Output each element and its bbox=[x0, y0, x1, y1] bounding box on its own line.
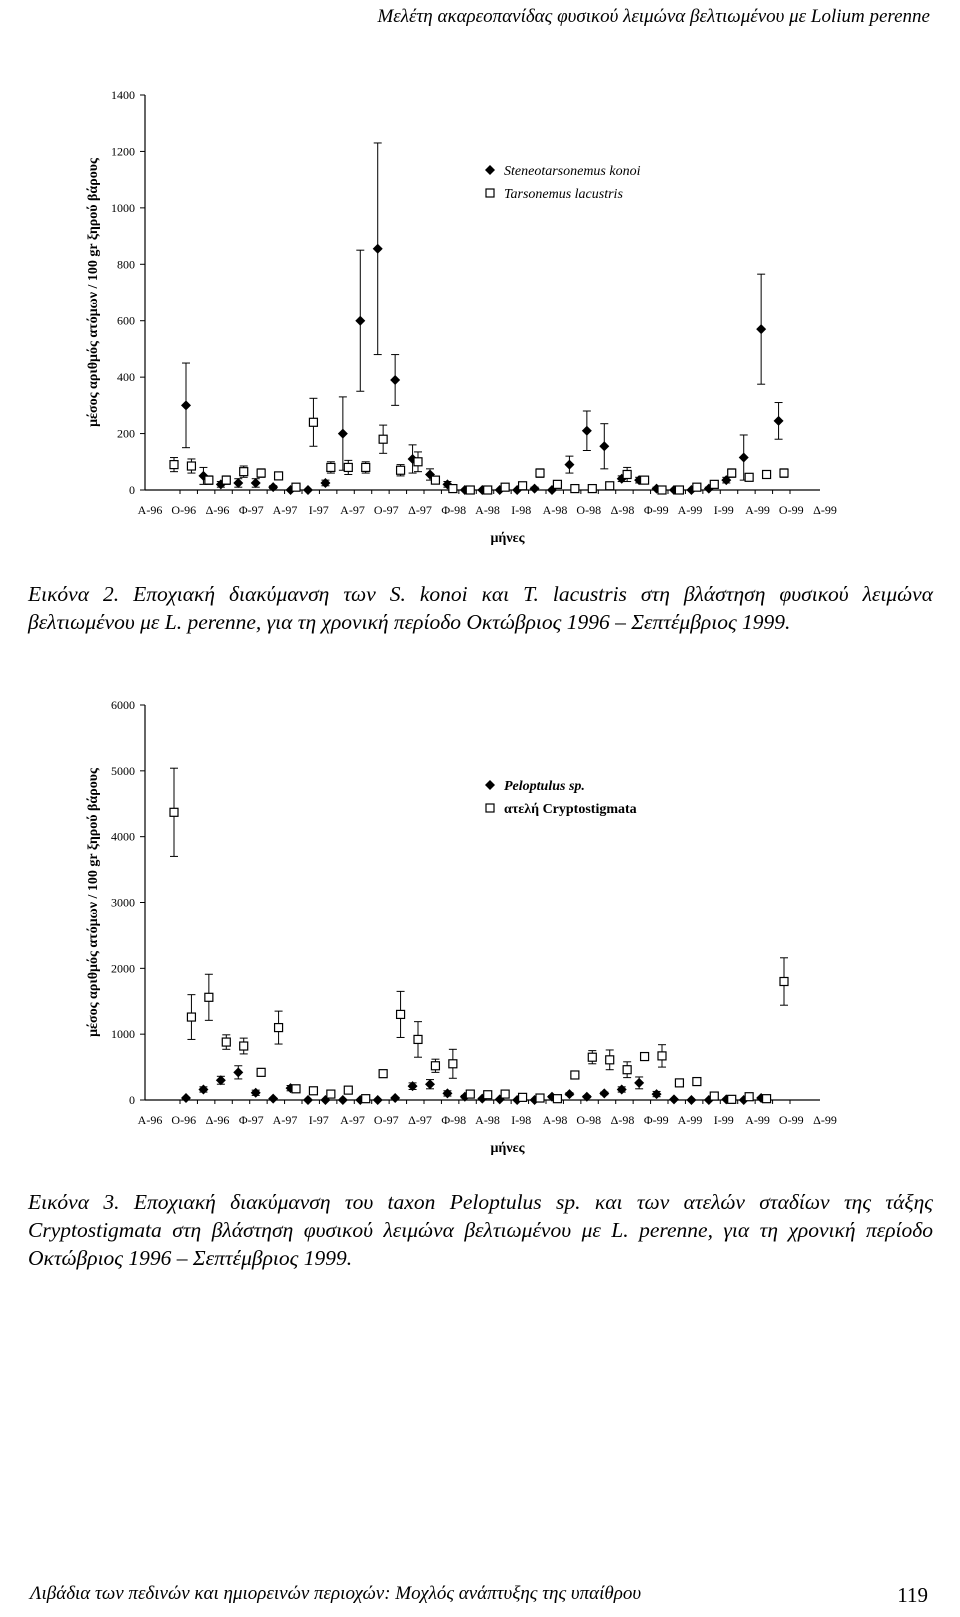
data-point-series-2 bbox=[292, 1085, 300, 1093]
data-point-series-2 bbox=[327, 1090, 335, 1098]
x-tick-label: Ι-99 bbox=[713, 503, 734, 517]
y-tick-label: 800 bbox=[117, 257, 135, 272]
data-point-series-2 bbox=[170, 461, 178, 469]
y-tick-label: 600 bbox=[117, 313, 135, 328]
figure-2-caption: Εικόνα 2. Εποχιακή διακύμανση των S. konoi και T. lacustris στη βλάστηση φυσικού λειμώνα βελτιωμένου με L. perenne, για τη χρονική περίοδο Οκτώβριος 1996 – Σεπτέμβριος 1999. bbox=[28, 582, 933, 634]
data-point-series-2 bbox=[327, 463, 335, 471]
x-tick-label: Ο-97 bbox=[373, 1113, 399, 1127]
data-point-series-1 bbox=[373, 1095, 383, 1105]
x-tick-label: Δ-98 bbox=[610, 503, 635, 517]
data-point-series-2 bbox=[222, 476, 230, 484]
legend-label: Peloptulus sp. bbox=[504, 779, 585, 794]
y-tick-label: 3000 bbox=[111, 895, 135, 910]
data-point-series-2 bbox=[693, 1078, 701, 1086]
data-point-series-2 bbox=[728, 1095, 736, 1103]
y-tick-label: 4000 bbox=[111, 829, 135, 844]
x-tick-label: Ο-98 bbox=[576, 1113, 602, 1127]
x-tick-label: Φ-98 bbox=[441, 503, 467, 517]
x-tick-label: Δ-99 bbox=[813, 1113, 837, 1127]
data-point-series-2 bbox=[484, 486, 492, 494]
data-point-series-1 bbox=[442, 1088, 452, 1098]
data-point-series-2 bbox=[763, 470, 771, 478]
x-tick-label: Ι-99 bbox=[713, 1113, 734, 1127]
y-tick-label: 2000 bbox=[111, 961, 135, 976]
data-point-series-2 bbox=[344, 463, 352, 471]
legend-marker bbox=[486, 189, 494, 197]
page-footer: Λιβάδια των πεδινών και ημιορεινών περιοχών: Μοχλός ανάπτυξης της υπαίθρου bbox=[30, 1583, 642, 1604]
data-point-series-2 bbox=[606, 1056, 614, 1064]
data-point-series-2 bbox=[780, 469, 788, 477]
data-point-series-2 bbox=[466, 1090, 474, 1098]
data-point-series-2 bbox=[728, 469, 736, 477]
data-point-series-1 bbox=[303, 1095, 313, 1105]
data-point-series-1 bbox=[582, 426, 592, 436]
x-tick-label: Ι-98 bbox=[511, 1113, 532, 1127]
x-tick-label: Α-98 bbox=[475, 1113, 500, 1127]
data-point-series-2 bbox=[536, 469, 544, 477]
data-point-series-1 bbox=[373, 244, 383, 254]
data-point-series-2 bbox=[379, 1070, 387, 1078]
data-point-series-1 bbox=[233, 1067, 243, 1077]
data-point-series-1 bbox=[268, 482, 278, 492]
x-tick-label: Φ-99 bbox=[643, 1113, 669, 1127]
data-point-series-2 bbox=[623, 470, 631, 478]
y-tick-label: 1000 bbox=[111, 200, 135, 215]
data-point-series-2 bbox=[275, 472, 283, 480]
x-tick-label: Α-99 bbox=[745, 503, 770, 517]
data-point-series-2 bbox=[187, 462, 195, 470]
data-point-series-1 bbox=[251, 478, 261, 488]
data-point-series-2 bbox=[710, 1092, 718, 1100]
data-point-series-2 bbox=[571, 1071, 579, 1079]
x-tick-label: Ο-99 bbox=[778, 1113, 804, 1127]
data-point-series-2 bbox=[292, 483, 300, 491]
data-point-series-1 bbox=[338, 429, 348, 439]
x-tick-label: Δ-96 bbox=[205, 1113, 230, 1127]
data-point-series-2 bbox=[205, 993, 213, 1001]
data-point-series-2 bbox=[484, 1091, 492, 1099]
data-point-series-2 bbox=[658, 1052, 666, 1060]
x-tick-label: Δ-97 bbox=[408, 1113, 432, 1127]
data-point-series-1 bbox=[739, 453, 749, 463]
data-point-series-2 bbox=[170, 808, 178, 816]
data-point-series-2 bbox=[397, 1010, 405, 1018]
x-tick-label: Δ-99 bbox=[813, 503, 837, 517]
data-point-series-2 bbox=[606, 482, 614, 490]
data-point-series-1 bbox=[599, 441, 609, 451]
x-tick-label: Ι-97 bbox=[308, 503, 329, 517]
data-point-series-1 bbox=[320, 478, 330, 488]
data-point-series-1 bbox=[198, 1084, 208, 1094]
figure-3-svg bbox=[70, 690, 930, 1170]
x-tick-label: Δ-98 bbox=[610, 1113, 635, 1127]
data-point-series-1 bbox=[530, 484, 540, 494]
data-point-series-1 bbox=[355, 316, 365, 326]
x-tick-label: Α-97 bbox=[272, 1113, 298, 1127]
x-tick-label: Α-97 bbox=[272, 503, 298, 517]
data-point-series-1 bbox=[338, 1095, 348, 1105]
data-point-series-1 bbox=[425, 1079, 435, 1089]
x-tick-label: Α-98 bbox=[542, 1113, 568, 1127]
data-point-series-2 bbox=[501, 483, 509, 491]
y-tick-label: 1200 bbox=[111, 144, 135, 159]
figure-3-chart bbox=[70, 690, 930, 1170]
x-tick-label: Α-96 bbox=[137, 503, 163, 517]
y-tick-label: 5000 bbox=[111, 763, 135, 778]
figure-2-chart bbox=[70, 80, 930, 560]
x-tick-label: Ο-99 bbox=[778, 503, 804, 517]
data-point-series-1 bbox=[181, 400, 191, 410]
data-point-series-2 bbox=[675, 1079, 683, 1087]
x-tick-label: Α-98 bbox=[475, 503, 500, 517]
x-tick-label: Ο-96 bbox=[171, 503, 197, 517]
data-point-series-2 bbox=[257, 1068, 265, 1076]
x-tick-label: Δ-96 bbox=[205, 503, 230, 517]
x-axis-title: μήνες bbox=[490, 531, 525, 546]
data-point-series-2 bbox=[362, 463, 370, 471]
data-point-series-2 bbox=[309, 1087, 317, 1095]
data-point-series-1 bbox=[774, 416, 784, 426]
x-tick-label: Δ-97 bbox=[408, 503, 432, 517]
data-point-series-1 bbox=[756, 324, 766, 334]
x-tick-label: Α-99 bbox=[745, 1113, 770, 1127]
data-point-series-1 bbox=[268, 1094, 278, 1104]
data-point-series-2 bbox=[466, 486, 474, 494]
data-point-series-2 bbox=[449, 485, 457, 493]
y-tick-label: 1000 bbox=[111, 1027, 135, 1042]
x-tick-label: Φ-97 bbox=[238, 1113, 264, 1127]
legend-marker bbox=[486, 804, 494, 812]
data-point-series-2 bbox=[675, 486, 683, 494]
y-axis-title: μέσος αριθμός ατόμων / 100 gr ξηρού βάρους bbox=[86, 158, 101, 427]
y-tick-label: 0 bbox=[129, 483, 135, 497]
figure-2-svg bbox=[70, 80, 930, 560]
x-tick-label: Φ-99 bbox=[643, 503, 669, 517]
data-point-series-1 bbox=[233, 478, 243, 488]
data-point-series-2 bbox=[257, 469, 265, 477]
data-point-series-1 bbox=[303, 485, 313, 495]
x-tick-label: Α-99 bbox=[677, 503, 703, 517]
data-point-series-2 bbox=[641, 476, 649, 484]
x-axis-title: μήνες bbox=[490, 1141, 525, 1156]
data-point-series-2 bbox=[710, 480, 718, 488]
data-point-series-1 bbox=[564, 460, 574, 470]
data-point-series-2 bbox=[519, 482, 527, 490]
data-point-series-2 bbox=[658, 486, 666, 494]
x-tick-label: Ο-98 bbox=[576, 503, 602, 517]
data-point-series-2 bbox=[519, 1093, 527, 1101]
y-tick-label: 1400 bbox=[111, 88, 135, 102]
x-tick-label: Ι-98 bbox=[511, 503, 532, 517]
x-tick-label: Α-97 bbox=[340, 1113, 365, 1127]
data-point-series-1 bbox=[617, 1084, 627, 1094]
y-axis-title: μέσος αριθμός ατόμων / 100 gr ξηρού βάρους bbox=[86, 768, 101, 1037]
data-point-series-1 bbox=[599, 1088, 609, 1098]
page-number: 119 bbox=[897, 1583, 928, 1607]
data-point-series-2 bbox=[553, 480, 561, 488]
x-tick-label: Ο-97 bbox=[373, 503, 399, 517]
data-point-series-2 bbox=[240, 468, 248, 476]
data-point-series-2 bbox=[240, 1042, 248, 1050]
x-tick-label: Α-98 bbox=[542, 503, 568, 517]
data-point-series-2 bbox=[745, 473, 753, 481]
data-point-series-2 bbox=[414, 1035, 422, 1043]
running-header: Μελέτη ακαρεοπανίδας φυσικού λειμώνα βελτιωμένου με Lolium perenne bbox=[377, 6, 930, 27]
data-point-series-1 bbox=[390, 1093, 400, 1103]
data-point-series-2 bbox=[379, 435, 387, 443]
y-tick-label: 400 bbox=[117, 370, 135, 385]
x-tick-label: Α-97 bbox=[340, 503, 365, 517]
data-point-series-2 bbox=[588, 1053, 596, 1061]
x-tick-label: Φ-98 bbox=[441, 1113, 467, 1127]
data-point-series-2 bbox=[309, 418, 317, 426]
data-point-series-1 bbox=[181, 1093, 191, 1103]
data-point-series-2 bbox=[641, 1053, 649, 1061]
legend-label: ατελή Cryptostigmata bbox=[504, 802, 637, 817]
data-point-series-2 bbox=[693, 483, 701, 491]
data-point-series-2 bbox=[449, 1060, 457, 1068]
data-point-series-2 bbox=[414, 458, 422, 466]
data-point-series-2 bbox=[553, 1095, 561, 1103]
legend-label: Tarsonemus lacustris bbox=[504, 187, 623, 202]
data-point-series-2 bbox=[623, 1066, 631, 1074]
x-tick-label: Φ-97 bbox=[238, 503, 264, 517]
x-tick-label: Ο-96 bbox=[171, 1113, 197, 1127]
data-point-series-2 bbox=[588, 485, 596, 493]
data-point-series-2 bbox=[536, 1094, 544, 1102]
data-point-series-2 bbox=[763, 1095, 771, 1103]
figure-3-caption: Εικόνα 3. Εποχιακή διακύμανση του taxon Peloptulus sp. και των ατελών σταδίων της τάξης Cryptostigmata στη βλάστηση φυσικού λειμώνα βελτιωμένου με L. perenne, για τη χρονική περίοδο Οκτώβριος 1996 – Σεπτέμβριος 1999. bbox=[28, 1190, 933, 1270]
y-tick-label: 6000 bbox=[111, 698, 135, 712]
data-point-series-2 bbox=[222, 1038, 230, 1046]
x-tick-label: Ι-97 bbox=[308, 1113, 329, 1127]
legend-marker bbox=[485, 780, 495, 790]
data-point-series-2 bbox=[275, 1024, 283, 1032]
x-tick-label: Α-99 bbox=[677, 1113, 703, 1127]
legend-label: Steneotarsonemus konoi bbox=[504, 164, 641, 179]
data-point-series-1 bbox=[564, 1089, 574, 1099]
data-point-series-2 bbox=[397, 466, 405, 474]
data-point-series-2 bbox=[780, 978, 788, 986]
data-point-series-2 bbox=[745, 1093, 753, 1101]
data-point-series-1 bbox=[669, 1094, 679, 1104]
data-point-series-1 bbox=[390, 375, 400, 385]
data-point-series-2 bbox=[344, 1086, 352, 1094]
data-point-series-2 bbox=[501, 1090, 509, 1098]
data-point-series-2 bbox=[431, 1062, 439, 1070]
data-point-series-1 bbox=[634, 1078, 644, 1088]
data-point-series-1 bbox=[652, 1089, 662, 1099]
x-tick-label: Α-96 bbox=[137, 1113, 163, 1127]
data-point-series-2 bbox=[431, 476, 439, 484]
data-point-series-2 bbox=[362, 1095, 370, 1103]
data-point-series-2 bbox=[187, 1013, 195, 1021]
data-point-series-1 bbox=[251, 1088, 261, 1098]
data-point-series-2 bbox=[571, 485, 579, 493]
y-tick-label: 200 bbox=[117, 426, 135, 441]
legend-marker bbox=[485, 165, 495, 175]
data-point-series-2 bbox=[205, 476, 213, 484]
y-tick-label: 0 bbox=[129, 1093, 135, 1107]
data-point-series-1 bbox=[686, 1095, 696, 1105]
